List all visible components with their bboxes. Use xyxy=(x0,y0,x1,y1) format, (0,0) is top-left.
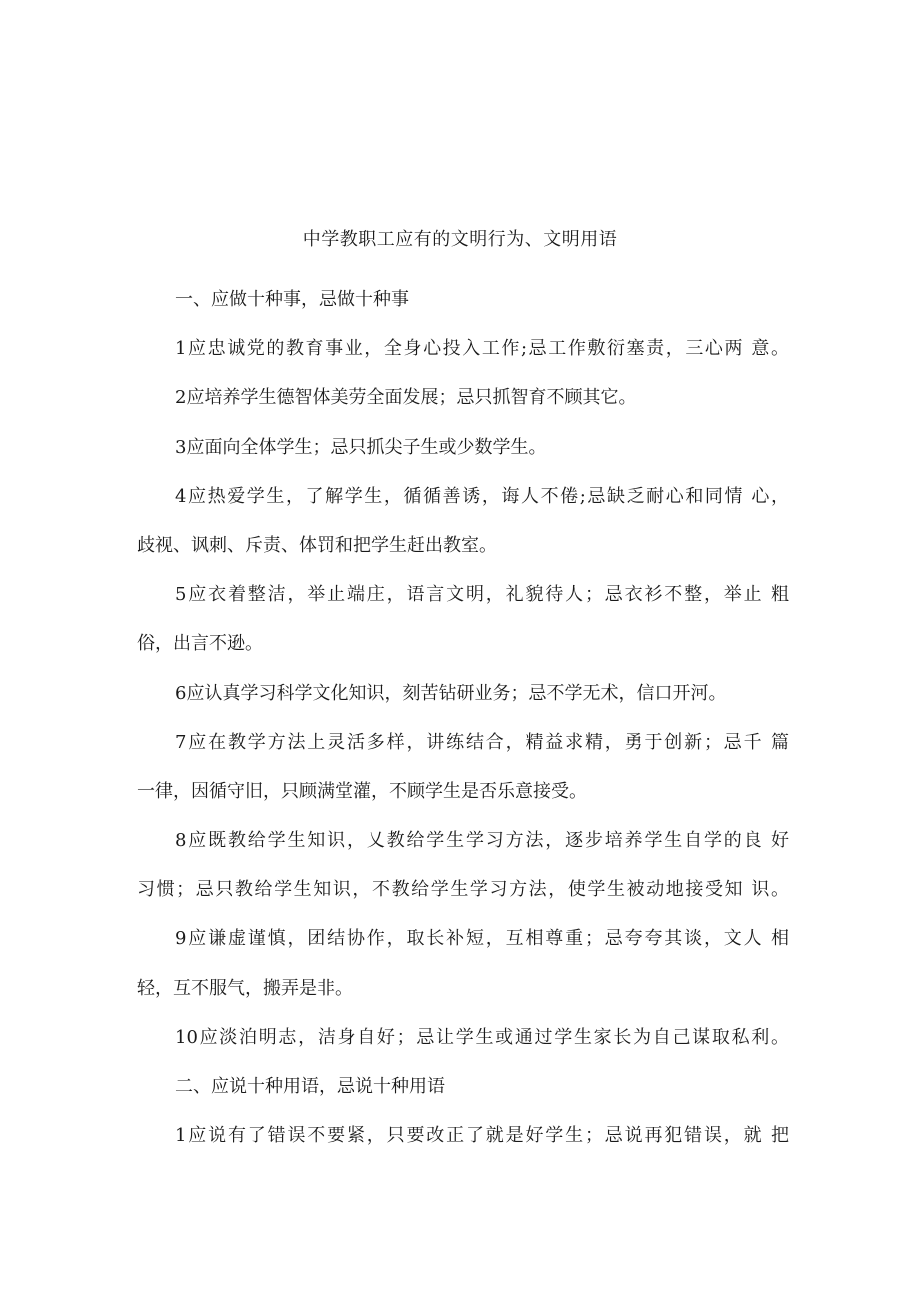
paragraph-line: 8应既教给学生知识，乂教给学生学习方法，逐步培养学生自学的良 好 xyxy=(175,830,789,852)
paragraph-line: 2应培养学生德智体美劳全面发展；忌只抓智育不顾其它。 xyxy=(175,387,637,409)
paragraph-line: 一律，因循守旧，只顾满堂灌，不顾学生是否乐意接受。 xyxy=(137,780,587,802)
paragraph-line: 俗，出言不逊。 xyxy=(137,633,263,655)
paragraph-line: 1应说有了错误不要紧，只要改正了就是好学生；忌说再犯错误，就 把 xyxy=(175,1125,789,1147)
paragraph-line: 10应淡泊明志，洁身自好；忌让学生或通过学生家长为自己谋取私利。 xyxy=(175,1026,789,1048)
paragraph-line: 6应认真学习科学文化知识，刻苦钻研业务；忌不学无术，信口开河。 xyxy=(175,682,727,704)
paragraph-line: 9应谦虚谨慎，团结协作，取长补短，互相尊重；忌夸夸其谈，文人 相 xyxy=(175,928,789,950)
section-heading-2: 二、应说十种用语，忌说十种用语 xyxy=(175,1076,445,1097)
paragraph-line: 4应热爱学生，了解学生，循循善诱，诲人不倦;忌缺乏耐心和同情 心， xyxy=(175,485,789,507)
document-body xyxy=(137,288,789,1173)
paragraph-line: 1应忠诚党的教育事业，全身心投入工作;忌工作敷衍塞责，三心两 意。 xyxy=(175,338,789,360)
document-title: 中学教职工应有的文明行为、文明用语 xyxy=(302,229,618,250)
paragraph-line: 轻，互不服气，搬弄是非。 xyxy=(137,977,353,999)
paragraph-line: 5应衣着整洁，举止端庄，语言文明，礼貌待人；忌衣衫不整，举止 粗 xyxy=(175,584,789,606)
paragraph-line: 3应面向全体学生；忌只抓尖子生或少数学生。 xyxy=(175,436,547,458)
paragraph-line: 习惯；忌只教给学生知识，不教给学生学习方法，使学生被动地接受知 识。 xyxy=(137,879,789,901)
paragraph-line: 7应在教学方法上灵活多样，讲练结合，精益求精，勇于创新；忌千 篇 xyxy=(175,731,789,753)
paragraph-line: 歧视、讽刺、斥责、体罚和把学生赶出教室。 xyxy=(137,534,497,556)
section-heading-1: 一、应做十种事，忌做十种事 xyxy=(175,289,409,310)
